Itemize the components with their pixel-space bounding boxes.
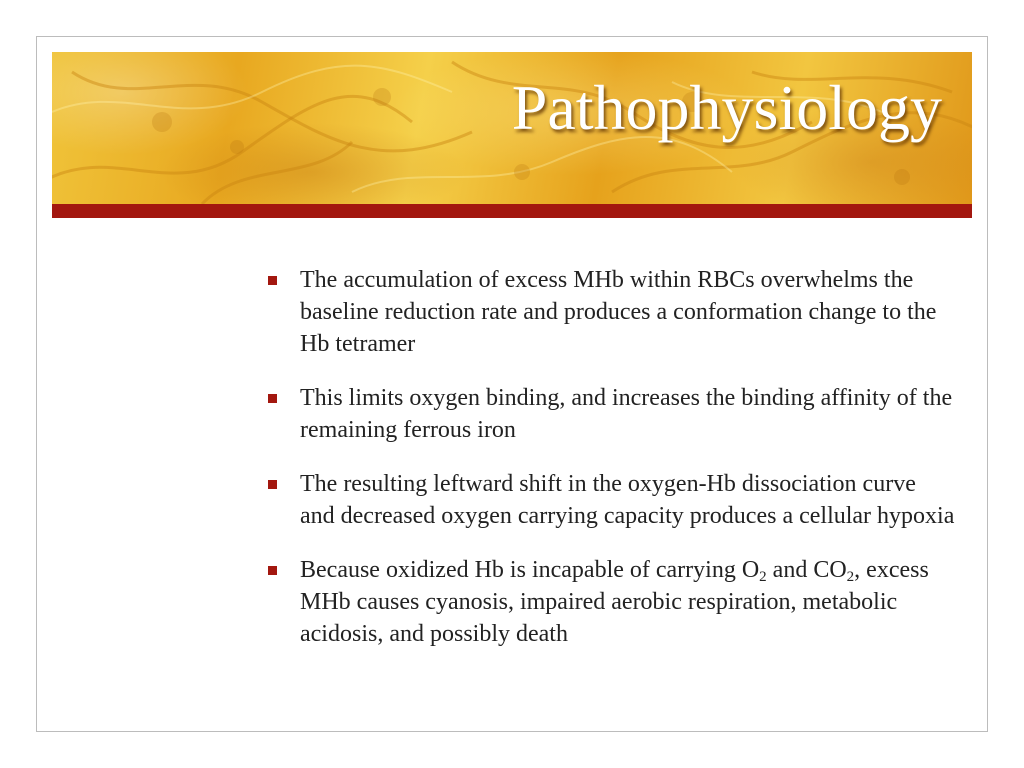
- title-banner: [52, 52, 972, 204]
- bullet-text-part: Because oxidized Hb is incapable of carrying O: [300, 557, 760, 583]
- bullet-text: The accumulation of excess MHb within RBCs overwhelms the baseline reduction rate and produces a conformation change to the Hb tetramer: [300, 267, 937, 357]
- bullet-text: [300, 557, 929, 647]
- list-item: [266, 554, 956, 650]
- square-bullet-icon: [268, 566, 277, 575]
- square-bullet-icon: [268, 480, 277, 489]
- title-underline-bar: [52, 204, 972, 218]
- list-item: [266, 382, 956, 446]
- bullet-list: [266, 264, 956, 672]
- square-bullet-icon: [268, 276, 277, 285]
- square-bullet-icon: [268, 394, 277, 403]
- bullet-text-part: , excess MHb causes cyanosis, impaired aerobic respiration, metabolic acidosis, and possibly death: [300, 557, 929, 647]
- list-item: [266, 468, 956, 532]
- subscript: 2: [759, 569, 767, 585]
- bullet-text: The resulting leftward shift in the oxygen-Hb dissociation curve and decreased oxygen carrying capacity produces a cellular hypoxia: [300, 471, 955, 529]
- bullet-text: This limits oxygen binding, and increases the binding affinity of the remaining ferrous iron: [300, 385, 953, 443]
- subscript: 2: [846, 569, 855, 585]
- slide-title: Pathophysiology: [511, 72, 942, 143]
- bullet-text-part: and CO: [766, 557, 847, 583]
- list-item: [266, 264, 956, 360]
